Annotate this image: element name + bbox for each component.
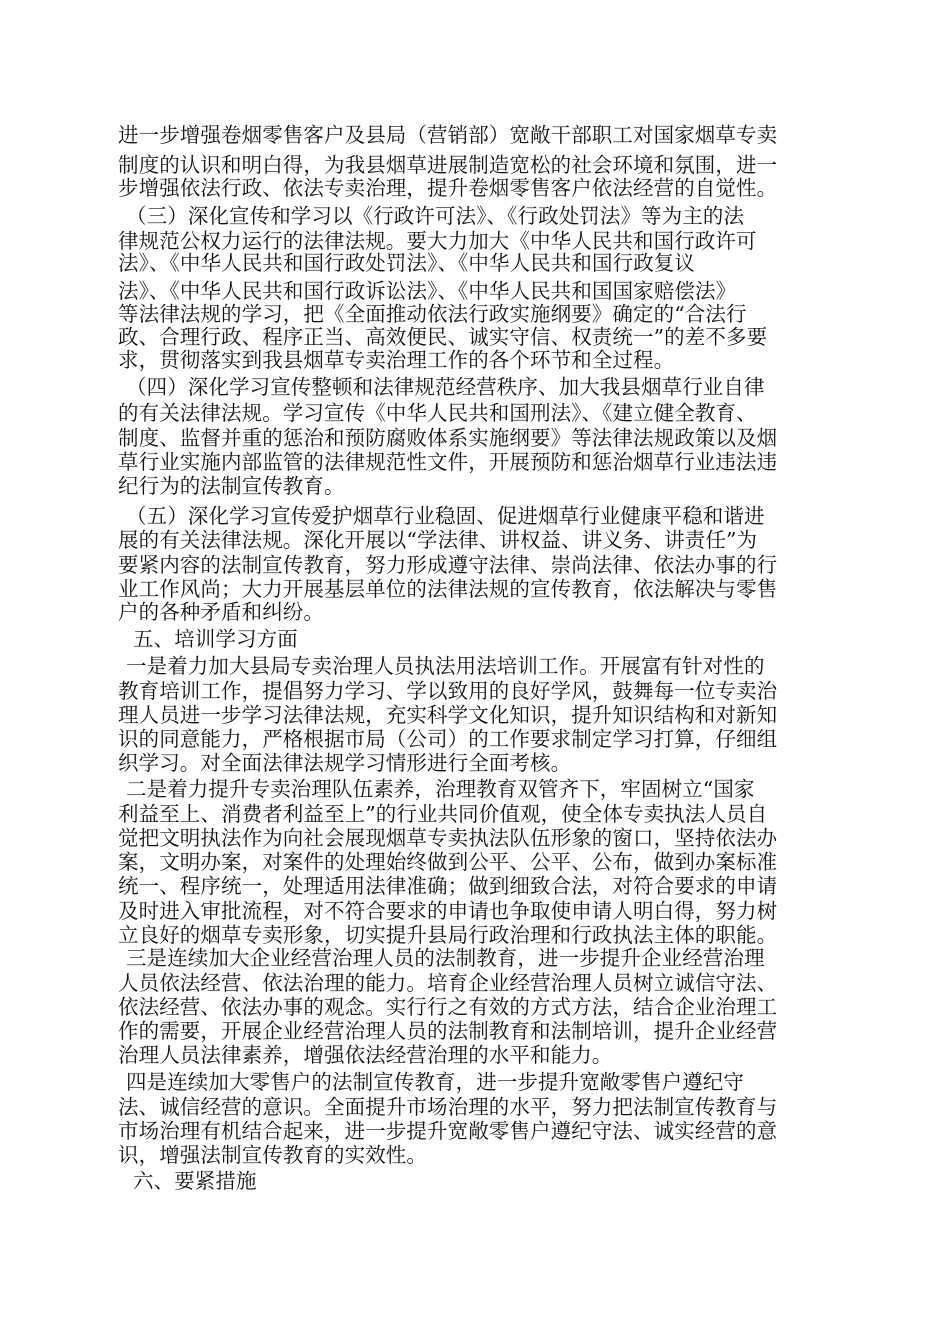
text-line: 律规范公权力运行的法律法规。要大力加大《中华人民共和国行政许可 <box>118 229 757 253</box>
paragraph-start-line: （四）深化学习宣传整顿和法律规范经营秩序、加大我县烟草行业自律 <box>126 375 765 399</box>
text-line: 业工作风尚；大力开展基层单位的法律法规的宣传教育，依法解决与零售 <box>118 577 778 601</box>
text-line: 识的同意能力，严格根据市局（公司）的工作要求制定学习打算，仔细组 <box>118 727 778 751</box>
paragraph-start-line: 二是着力提升专卖治理队伍素养，治理教育双管齐下，牢固树立“国家 <box>126 777 755 801</box>
text-line: 人员依法经营、依法治理的能力。培育企业经营治理人员树立诚信守法、 <box>118 971 778 995</box>
paragraph-start-line: 四是连续加大零售户的法制宣传教育，进一步提升宽敞零售户遵纪守 <box>126 1070 744 1094</box>
text-line: 政、合理行政、程序正当、高效便民、诚实守信、权责统一”的差不多要 <box>118 325 768 349</box>
text-line: 织学习。对全面法律法规学习情形进行全面考核。 <box>118 751 572 775</box>
text-line: 觉把文明执法作为向社会展现烟草专卖执法队伍形象的窗口，坚持依法办 <box>118 826 778 850</box>
text-line: 作的需要，开展企业经营治理人员的法制教育和法制培训，提升企业经营 <box>118 1019 778 1043</box>
text-line: 法》、《中华人民共和国行政处罚法》、《中华人民共和国行政复议 <box>118 251 695 275</box>
text-line: 求，贯彻落实到我县烟草专卖治理工作的各个环节和全过程。 <box>118 348 675 372</box>
text-line: 等法律法规的学习，把《全面推动依法行政实施纲要》确定的“合法行 <box>118 302 747 326</box>
section-heading: 五、培训学习方面 <box>133 627 298 651</box>
text-line: 理人员进一步学习法律法规，充实科学文化知识，提升知识结构和对新知 <box>118 703 778 727</box>
text-line: 案，文明办案，对案件的处理始终做到公平、公平、公布，做到办案标准 <box>118 850 778 874</box>
text-line: 制度、监督并重的惩治和预防腐败体系实施纲要》等法律法规政策以及烟 <box>118 426 778 450</box>
text-line: 法》、《中华人民共和国行政诉讼法》、《中华人民共和国国家赔偿法》 <box>118 279 737 303</box>
text-line: 识，增强法制宣传教育的实效性。 <box>118 1143 427 1167</box>
text-line: 户的各种矛盾和纠纷。 <box>118 600 324 624</box>
text-line: 进一步增强卷烟零售客户及县局（营销部）宽敞干部职工对国家烟草专卖 <box>118 123 778 147</box>
text-line: 的有关法律法规。学习宣传《中华人民共和国刑法》、《建立健全教育、 <box>118 401 757 425</box>
paragraph-start-line: （三）深化宣传和学习以《行政许可法》、《行政处罚法》等为主的法 <box>126 204 745 228</box>
text-line: 草行业实施内部监管的法律规范性文件，开展预防和惩治烟草行业违法违 <box>118 450 778 474</box>
text-line: 法、诚信经营的意识。全面提升市场治理的水平，努力把法制宣传教育与 <box>118 1095 778 1119</box>
section-heading: 六、要紧措施 <box>133 1169 257 1193</box>
paragraph-start-line: （五）深化学习宣传爱护烟草行业稳固、促进烟草行业健康平稳和谐进 <box>126 504 765 528</box>
text-line: 步增强依法行政、依法专卖治理，提升卷烟零售客户依法经营的自觉性。 <box>118 176 778 200</box>
paragraph-start-line: 三是连续加大企业经营治理人员的法制教育，进一步提升企业经营治理 <box>126 946 765 970</box>
text-line: 统一、程序统一，处理适用法律准确；做到细致合法，对符合要求的申请 <box>118 874 778 898</box>
text-line: 市场治理有机结合起来，进一步提升宽敞零售户遵纪守法、诚实经营的意 <box>118 1119 778 1143</box>
text-line: 展的有关法律法规。深化开展以“学法律、讲权益、讲义务、讲责任”为 <box>118 528 758 552</box>
paragraph-start-line: 一是着力加大县局专卖治理人员执法用法培训工作。开展富有针对性的 <box>126 654 765 678</box>
text-line: 治理人员法律素养，增强依法经营治理的水平和能力。 <box>118 1043 613 1067</box>
text-line: 制度的认识和明白得，为我县烟草进展制造宽松的社会环境和氛围，进一 <box>118 153 778 177</box>
text-line: 依法经营、依法办事的观念。实行行之有效的方式方法，结合企业治理工 <box>118 995 778 1019</box>
text-line: 教育培训工作，提倡努力学习、学以致用的良好学风，鼓舞每一位专卖治 <box>118 679 778 703</box>
text-line: 纪行为的法制宣传教育。 <box>118 474 345 498</box>
text-line: 要紧内容的法制宣传教育，努力形成遵守法律、崇尚法律、依法办事的行 <box>118 553 778 577</box>
text-line: 立良好的烟草专卖形象，切实提升县局行政治理和行政执法主体的职能。 <box>118 923 778 947</box>
text-line: 及时进入审批流程，对不符合要求的申请也争取使申请人明白得，努力树 <box>118 899 778 923</box>
text-line: 利益至上、消费者利益至上”的行业共同价值观，使全体专卖执法人员自 <box>118 802 768 826</box>
